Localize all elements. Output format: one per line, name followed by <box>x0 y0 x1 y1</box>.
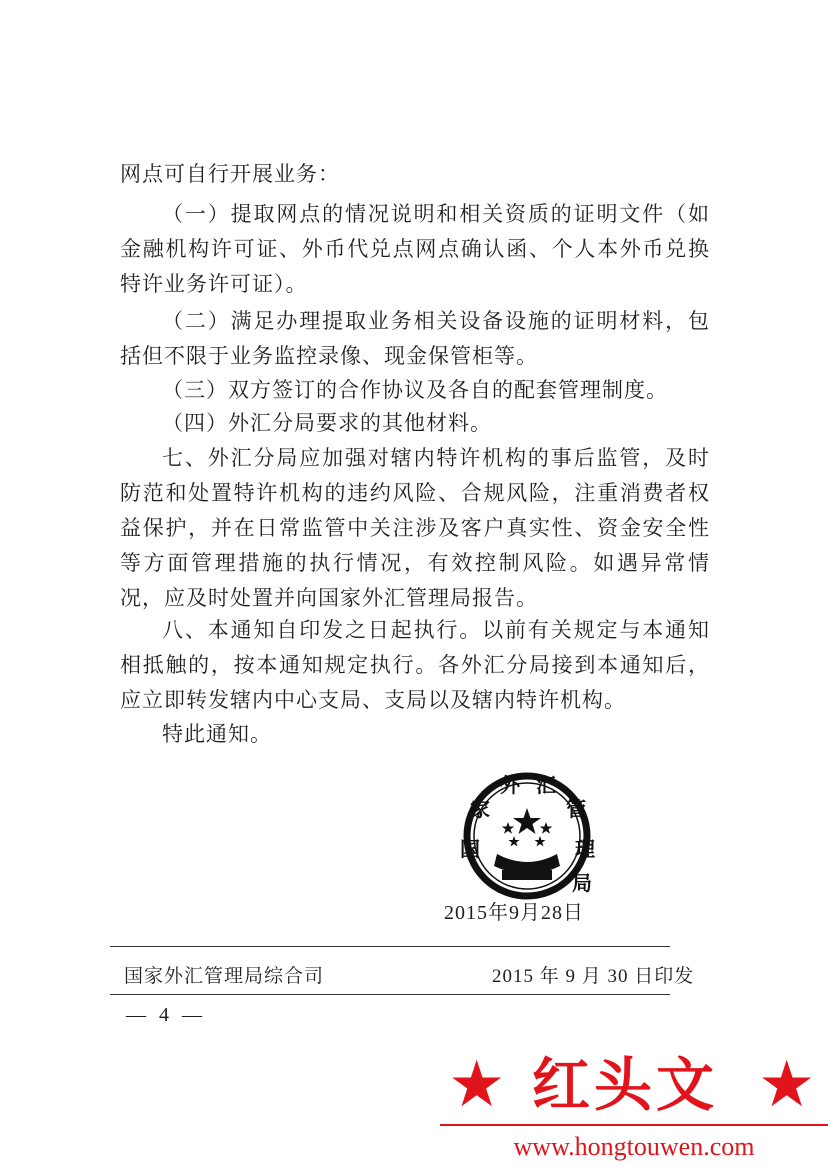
watermark-divider <box>440 1124 828 1126</box>
svg-text:外: 外 <box>500 773 520 797</box>
star-icon: ★ <box>448 1048 506 1122</box>
footer-issue-date: 2015 年 9 月 30 日印发 <box>492 966 695 987</box>
paragraph-section-8: 八、本通知自印发之日起执行。以前有关规定与本通知相抵触的，按本通知规定执行。各外汇分局接到本通知后，应立即转发辖内中心支局、支局以及辖内特许机构。 <box>120 618 710 712</box>
page-number: — 4 — <box>126 1004 206 1026</box>
svg-text:家: 家 <box>470 797 490 821</box>
svg-text:局: 局 <box>572 871 592 895</box>
footer-top-rule <box>110 946 670 947</box>
official-seal <box>442 770 612 910</box>
paragraph-section-7: 七、外汇分局应加强对辖内特许机构的事后监管，及时防范和处置特许机构的违约风险、合规风险，注重消费者权益保护，并在日常监管中关注涉及客户真实性、资金安全性等方面管理措施的执行情况，有效控制风险。如遇异常情况，应及时处置并向国家外汇管理局报告。 <box>120 446 710 610</box>
paragraph-item-3: （三）双方签订的合作协议及各自的配套管理制度。 <box>162 378 668 402</box>
paragraph-item-4: （四）外汇分局要求的其他材料。 <box>162 411 492 435</box>
star-icon: ★ <box>758 1048 816 1122</box>
svg-text:理: 理 <box>575 837 595 861</box>
paragraph-closing: 特此通知。 <box>162 722 272 746</box>
svg-text:管: 管 <box>566 797 586 821</box>
svg-text:汇: 汇 <box>536 773 556 797</box>
paragraph-item-2: （二）满足办理提取业务相关设备设施的证明材料，包括但不限于业务监控录像、现金保管柜等。 <box>120 309 710 368</box>
watermark-title: 红头文 <box>532 1051 719 1119</box>
footer-issuer: 国家外汇管理局综合司 <box>124 965 325 987</box>
paragraph-item-1: （一）提取网点的情况说明和相关资质的证明文件（如金融机构许可证、外币代兑点网点确认函、个人本外币兑换特许业务许可证）。 <box>120 202 710 296</box>
footer-bottom-rule <box>110 994 670 995</box>
watermark-url: www.hongtouwen.com <box>513 1132 755 1161</box>
svg-text:国: 国 <box>460 837 480 861</box>
watermark <box>440 1042 828 1170</box>
signed-date: 2015年9月28日 <box>444 902 584 924</box>
paragraph-intro: 网点可自行开展业务： <box>120 162 340 186</box>
